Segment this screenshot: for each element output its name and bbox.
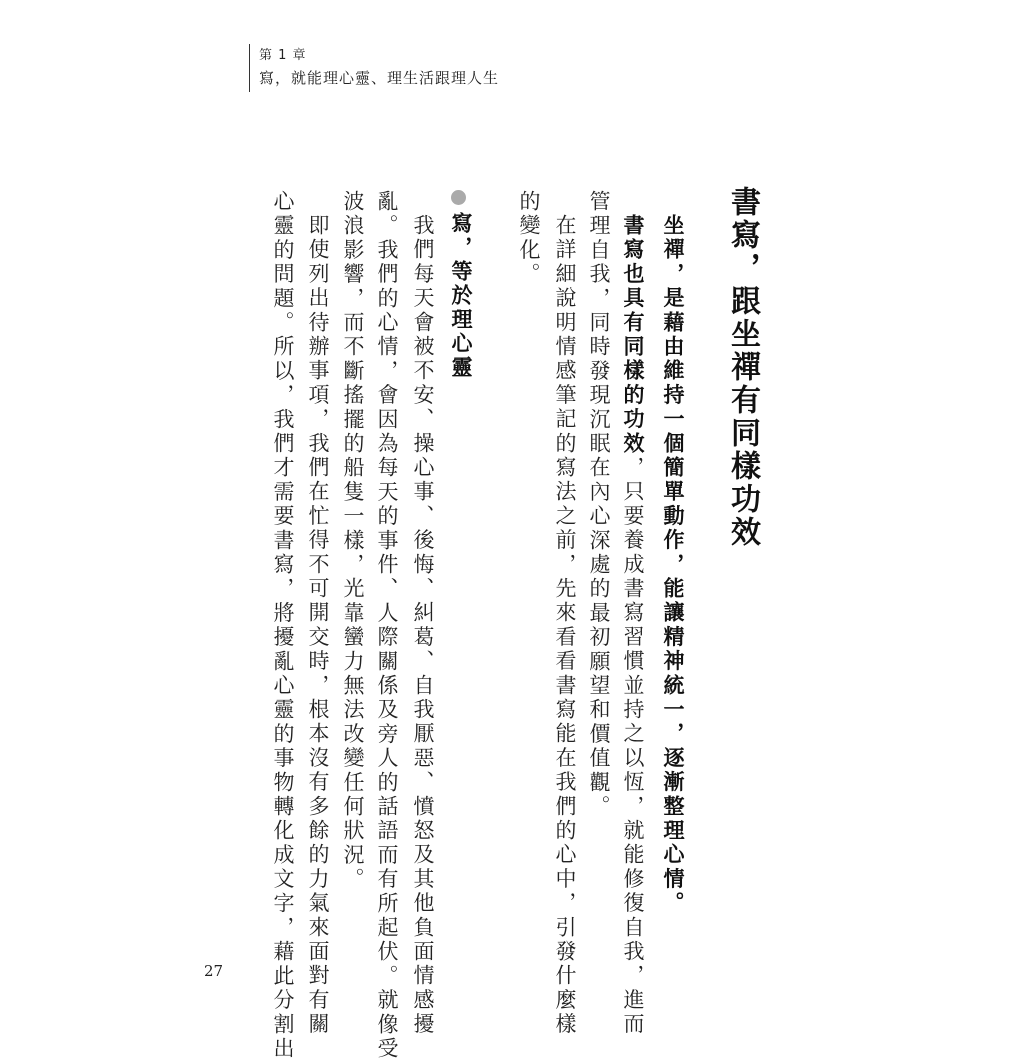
subsection-paragraph-2-line-2: 心靈的問題。所以，我們才需要書寫，將擾亂心靈的事物轉化成文字，藉此分割出 xyxy=(271,190,295,1061)
subsection-paragraph-1-line-1: 我們每天會被不安、操心事、後悔、糾葛、自我厭惡、憤怒及其他負面情感擾 xyxy=(411,214,435,1037)
subsection-heading: 寫，等於理心靈 xyxy=(449,212,473,380)
subsection-paragraph-1-line-3: 波浪影響，而不斷搖擺的船隻一樣，光靠蠻力無法改變任何狀況。 xyxy=(341,190,365,892)
bullet-icon xyxy=(451,190,466,205)
subsection-paragraph-1-line-2: 亂。我們的心情，會因為每天的事件、人際關係及旁人的話語而有所起伏。就像受 xyxy=(375,190,399,1061)
section-paragraph-1-line-1: 坐禪，是藉由維持一個簡單動作，能讓精神統一，逐漸整理心情。 xyxy=(661,214,685,916)
chapter-title: 寫，就能理心靈、理生活跟理人生 xyxy=(259,69,500,87)
emphasis-text: 書寫也具有同樣的功效 xyxy=(621,214,645,456)
section-paragraph-2-line-2: 管理自我，同時發現沉眠在內心深處的最初願望和價值觀。 xyxy=(587,190,611,820)
section-heading: 書寫，跟坐禪有同樣功效 xyxy=(725,186,760,549)
section-paragraph-3-line-1: 在詳細說明情感筆記的寫法之前，先來看看書寫能在我們的心中，引發什麼樣 xyxy=(553,214,577,1037)
paragraph-rest: ，只要養成書寫習慣並持之以恆，就能修復自我，進而 xyxy=(621,456,645,1037)
section-paragraph-3-line-2: 的變化。 xyxy=(517,190,541,287)
chapter-label: 第 1 章 xyxy=(259,48,307,63)
header-rule xyxy=(249,44,250,92)
section-paragraph-2-line-1 xyxy=(622,214,643,1037)
subsection-paragraph-2-line-1: 即使列出待辦事項，我們在忙得不可開交時，根本沒有多餘的力氣來面對有關 xyxy=(306,214,330,1037)
page-number: 27 xyxy=(204,962,224,980)
